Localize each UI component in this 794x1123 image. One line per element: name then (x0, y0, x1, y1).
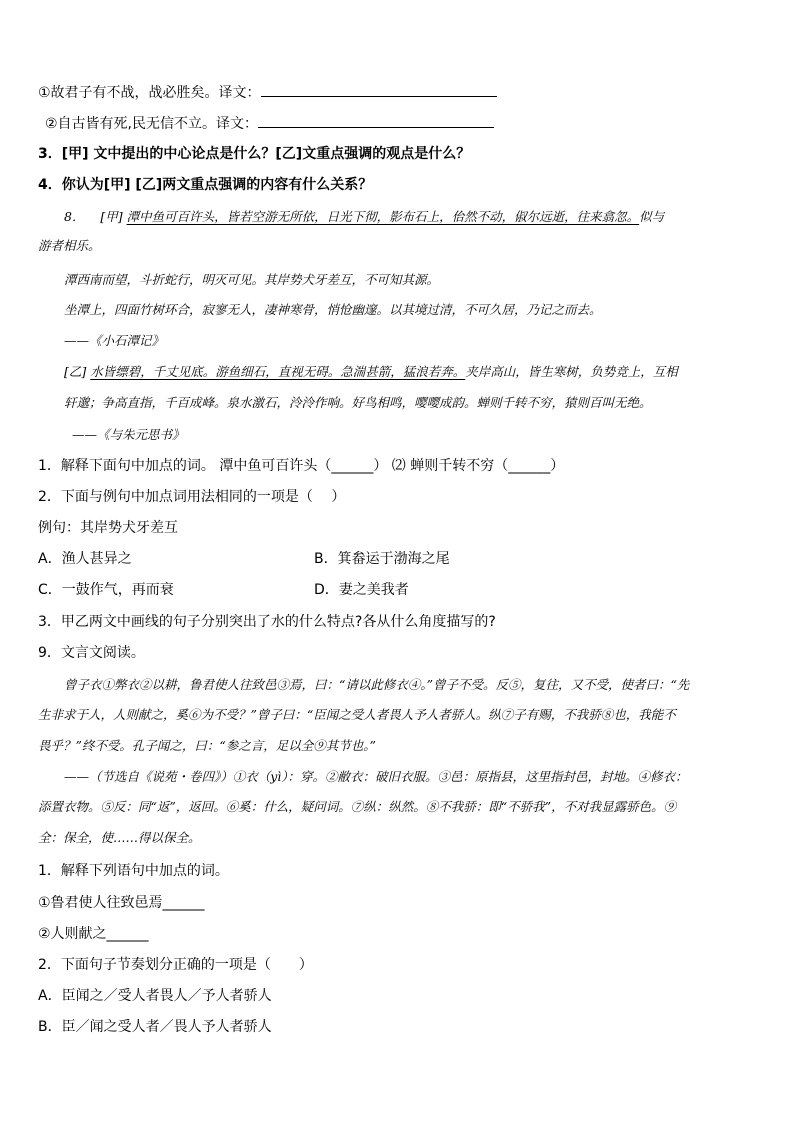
notes-line-3: 全：保全，使……得以保全。 (38, 830, 201, 845)
option-d[interactable]: D．妻之美我者 (314, 582, 409, 598)
question-8-1: 1．解释下面句中加点的词。 潭中鱼可百许头（______） ⑵ 蝉则千转不穷（______） (38, 458, 565, 474)
passage-tag-yi: [乙] (64, 364, 87, 379)
passage-yi-source: ——《与朱元思书》 (72, 427, 185, 442)
option-9-b[interactable]: B．臣／闻之受人者／畏人予人者骄人 (38, 1019, 272, 1035)
translation-prompt-2: ②自古皆有死,民无信不立。译文： (45, 116, 259, 132)
underlined-sentence-jia: 潭中鱼可百许头，皆若空游无所依，日光下彻，影布石上，佁然不动，俶尔远逝，往来翕忽。 (126, 209, 640, 224)
translation-line-2 (45, 113, 494, 134)
question-9-1: 1．解释下列语句中加点的词。 (38, 863, 229, 879)
example-sentence: 例句：其岸势犬牙差互 (38, 520, 178, 536)
passage-9-line-3: 畏乎？”终不受。孔子闻之，曰：“参之言，足以全⑨其节也。” (38, 738, 376, 753)
question-number: 8． (64, 209, 85, 224)
answer-blank-2[interactable] (258, 113, 494, 128)
passage-9-line-1: 曾子衣①弊衣②以耕，鲁君使人往致邑③焉，曰：“请以此修衣④。”曾子不受。反⑤，复往，又不受，使者曰：“先 (64, 677, 690, 692)
passage-9-line-2: 生非求于人，人则献之，奚⑥为不受？”曾子曰：“臣闻之受人者畏人予人者骄人。纵⑦子有赐，不我骄⑧也，我能不 (38, 707, 676, 722)
options-row-ab (38, 549, 758, 569)
answer-blank-1[interactable] (261, 82, 497, 97)
passage-yi-line-1: [乙] 水皆缥碧，千丈见底。游鱼细石，直视无碍。急湍甚箭，猛浪若奔。夹岸高山，皆生寒树，负势竞上，互相 (64, 364, 678, 379)
question-9-1a: ①鲁君使人往致邑焉______ (38, 895, 205, 911)
passage-jia-line-2: 游者相乐。 (38, 238, 101, 253)
passage-jia-source: ——《小石潭记》 (64, 333, 165, 348)
question-9-1b: ②人则献之______ (38, 926, 149, 942)
question-9-2: 2．下面句子节奏划分正确的一项是（ ） (38, 957, 313, 973)
option-b[interactable]: B．箕畚运于渤海之尾 (314, 551, 450, 567)
notes-line-1: ——（节选自《说苑・卷四》）①衣（yì）：穿。②敝衣：破旧衣服。③邑：原指县，这里指封邑，封地。④修衣： (64, 769, 688, 784)
translation-prompt-1: ①故君子有不战，战必胜矣。译文： (38, 85, 261, 101)
question-8-2: 2．下面与例句中加点词用法相同的一项是（ ） (38, 489, 346, 505)
options-row-cd (38, 580, 758, 600)
passage-jia-line-3: 潭西南而望，斗折蛇行，明灭可见。其岸势犬牙差互，不可知其源。 (64, 272, 440, 287)
passage-jia-line-4: 坐潭上，四面竹树环合，寂寥无人，凄神寒骨，悄怆幽邃。以其境过清，不可久居，乃记之而去。 (64, 302, 602, 317)
translation-line-1 (38, 82, 497, 103)
passage-yi-line-2: 轩邈；争高直指，千百成峰。泉水激石，泠泠作响。好鸟相鸣，嘤嘤成韵。蝉则千转不穷，猿则百叫无绝。 (64, 395, 652, 410)
question-7-4: 4．你认为[甲] [乙]两文重点强调的内容有什么关系？ (38, 177, 373, 193)
notes-line-2: 添置衣物。⑤反：同“返”，返回。⑥奚：什么，疑问词。⑦纵：纵然。⑧不我骄：即“不骄我”，不对我显露骄色。⑨ (38, 799, 677, 814)
underlined-sentence-yi: 水皆缥碧，千丈见底。游鱼细石，直视无碍。急湍甚箭，猛浪若奔。 (90, 364, 466, 379)
option-c[interactable]: C．一鼓作气，再而衰 (38, 582, 174, 598)
option-9-a[interactable]: A．臣闻之／受人者畏人／予人者骄人 (38, 988, 272, 1004)
passage-jia-line-1: 8． [甲] 潭中鱼可百许头，皆若空游无所依，日光下彻，影布石上，佁然不动，俶尔远逝，往来翕忽。似与 (64, 209, 665, 224)
question-9-title: 9．文言文阅读。 (38, 645, 145, 661)
option-a[interactable]: A．渔人甚异之 (38, 551, 132, 567)
question-8-3: 3．甲乙两文中画线的句子分别突出了水的什么特点?各从什么角度描写的? (38, 614, 496, 630)
question-7-3: 3．[甲] 文中提出的中心论点是什么？[乙]文重点强调的观点是什么？ (38, 146, 471, 162)
passage-tag-jia: [甲] (100, 209, 123, 224)
